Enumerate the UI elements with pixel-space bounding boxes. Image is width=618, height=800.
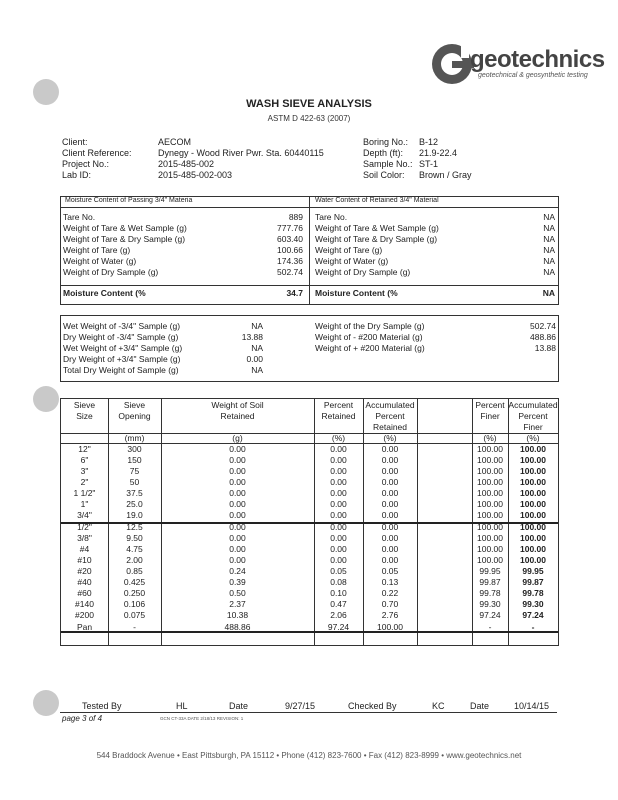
tested-by-value: HL: [176, 701, 188, 711]
soil-color-value: Brown / Gray: [419, 170, 472, 180]
depth-value: 21.9-22.4: [419, 148, 458, 158]
accumulated-retained-cell: 0.70: [381, 599, 399, 609]
table-row: [61, 599, 558, 610]
header-accumulated-retained: Accumulated Percent Retained: [365, 400, 415, 432]
weight-retained-cell: 488.86: [224, 622, 251, 632]
table-row: [61, 444, 558, 455]
weight-retained-cell: 0.24: [229, 566, 246, 576]
weight-retained-cell: 0.00: [229, 555, 246, 565]
company-footer: 544 Braddock Avenue • East Pittsburgh, PA 15112 • Phone (412) 823-7600 • Fax (412) 823-8999 • www.geotechnics.net: [96, 751, 522, 760]
table-row: [61, 588, 558, 599]
accumulated-retained-cell: 0.00: [381, 455, 399, 465]
table-row: [61, 455, 558, 466]
project-no-label: Project No.:: [62, 159, 110, 169]
wr-result-value: NA: [542, 288, 555, 298]
weight-value: 488.86: [530, 332, 556, 342]
weight-value: NA: [251, 365, 263, 375]
wr-result-label: Moisture Content (%: [315, 288, 398, 298]
sieve-opening-cell: 0.250: [123, 588, 146, 598]
sieve-size-cell: 6": [80, 455, 89, 465]
moisture-content-box: [60, 196, 559, 305]
info-right-values: [419, 137, 472, 181]
accumulated-retained-cell: 0.00: [381, 522, 399, 532]
sieve-opening-cell: 12.5: [126, 522, 143, 532]
weight-retained-cell: 0.00: [229, 522, 246, 532]
weight-value: 13.88: [534, 343, 556, 353]
header-sieve-size: Sieve Size: [73, 400, 96, 421]
weight-retained-cell: 0.00: [229, 510, 246, 520]
percent-finer-cell: 100.00: [477, 444, 503, 454]
sieve-opening-cell: 9.50: [126, 533, 143, 543]
percent-retained-cell: 0.00: [330, 455, 347, 465]
accumulated-finer-cell: 100.00: [520, 544, 546, 554]
percent-retained-cell: 0.00: [330, 488, 347, 498]
weight-value: 13.88: [241, 332, 263, 342]
weight-label: Weight of + #200 Material (g): [315, 343, 425, 353]
sieve-size-cell: Pan: [76, 622, 93, 632]
boring-no-value: B-12: [419, 137, 439, 147]
unit-sieve-opening: (mm): [124, 433, 145, 443]
weight-label: Dry Weight of -3/4" Sample (g): [63, 332, 179, 342]
weight-retained-cell: 0.00: [229, 544, 246, 554]
wr-label: Weight of Tare (g): [315, 245, 383, 255]
accumulated-finer-cell: 100.00: [520, 510, 546, 520]
mp-value: 889: [288, 212, 303, 222]
weight-retained-cell: 0.00: [229, 444, 246, 454]
weight-value: NA: [251, 343, 263, 353]
weight-label: Wet Weight of +3/4" Sample (g): [63, 343, 183, 353]
accumulated-retained-cell: 0.00: [381, 466, 399, 476]
weight-retained-cell: 10.38: [226, 610, 249, 620]
weight-retained-cell: 2.37: [229, 599, 246, 609]
sieve-size-cell: 3": [80, 466, 89, 476]
sieve-opening-cell: 2.00: [126, 555, 143, 565]
percent-retained-cell: 0.00: [330, 466, 347, 476]
wr-label: Weight of Tare & Wet Sample (g): [315, 223, 439, 233]
mp-label: Tare No.: [63, 212, 96, 222]
sieve-opening-cell: 300: [127, 444, 142, 454]
table-row: [61, 533, 558, 544]
mp-label: Weight of Water (g): [63, 256, 137, 266]
sieve-opening-cell: 37.5: [126, 488, 143, 498]
accumulated-finer-cell: 100.00: [520, 455, 546, 465]
accumulated-retained-cell: 0.00: [381, 499, 399, 509]
sieve-opening-cell: 19.0: [126, 510, 143, 520]
percent-finer-cell: 97.24: [479, 610, 501, 620]
sieve-size-cell: 1/2": [77, 522, 92, 532]
accumulated-retained-cell: 0.13: [381, 577, 399, 587]
accumulated-finer-cell: 99.30: [522, 599, 544, 609]
accumulated-retained-cell: 2.76: [381, 610, 399, 620]
date-label-2: Date: [470, 701, 490, 711]
percent-finer-cell: 100.00: [477, 510, 503, 520]
sieve-opening-cell: 4.75: [126, 544, 143, 554]
percent-finer-cell: 100.00: [477, 455, 503, 465]
mp-value: 502.74: [277, 267, 303, 277]
tested-by-label: Tested By: [82, 701, 122, 711]
client-value: AECOM: [158, 137, 192, 147]
weight-label: Dry Weight of +3/4" Sample (g): [63, 354, 181, 364]
info-left-values: [158, 137, 324, 181]
sieve-opening-cell: 150: [127, 455, 142, 465]
wr-value: NA: [543, 234, 555, 244]
header-weight-retained: Weight of Soil Retained: [211, 400, 264, 421]
sieve-opening-cell: 0.425: [123, 577, 146, 587]
sieve-size-cell: #200: [75, 610, 94, 620]
accumulated-finer-cell: 100.00: [520, 533, 546, 543]
table-row: [61, 488, 558, 499]
sieve-size-cell: 1": [80, 499, 89, 509]
accumulated-retained-cell: 0.00: [381, 510, 399, 520]
percent-finer-cell: 100.00: [477, 499, 503, 509]
weight-label: Total Dry Weight of Sample (g): [63, 365, 179, 375]
info-right-labels: [363, 137, 413, 181]
percent-finer-cell: 100.00: [477, 488, 503, 498]
wr-label: Weight of Dry Sample (g): [315, 267, 411, 277]
sieve-opening-cell: 25.0: [126, 499, 143, 509]
header-accumulated-finer: Accumulated Percent Finer: [508, 400, 558, 432]
page-number: page 3 of 4: [62, 714, 103, 723]
logo-brand: geotechnics: [470, 46, 605, 73]
percent-retained-cell: 0.08: [330, 577, 347, 587]
wr-value: NA: [543, 212, 555, 222]
accumulated-finer-cell: 99.78: [522, 588, 544, 598]
sieve-size-cell: #4: [79, 544, 90, 554]
mp-label: Weight of Tare (g): [63, 245, 131, 255]
percent-retained-cell: 0.00: [330, 444, 347, 454]
info-left-labels: [62, 137, 132, 181]
table-row: [61, 610, 558, 621]
table-row: [61, 622, 558, 633]
water-retained-header: Water Content of Retained 3/4" Material: [315, 197, 439, 204]
sample-no-label: Sample No.:: [363, 159, 413, 169]
sieve-opening-cell: 0.106: [123, 599, 146, 609]
page-title: WASH SIEVE ANALYSIS: [246, 98, 372, 110]
unit-accumulated-finer: (%): [526, 433, 540, 443]
table-row: [61, 477, 558, 488]
unit-percent-finer: (%): [483, 433, 497, 443]
percent-retained-cell: 0.00: [330, 477, 347, 487]
percent-finer-cell: 100.00: [477, 466, 503, 476]
percent-retained-cell: 0.00: [330, 522, 347, 532]
logo-tagline: geotechnical & geosynthetic testing: [478, 72, 588, 79]
percent-retained-cell: 0.00: [330, 533, 347, 543]
weight-label: Wet Weight of -3/4" Sample (g): [63, 321, 181, 331]
document-code: GCN CT-33A DATE 2/18/13 REVISION: 1: [160, 716, 244, 721]
tested-date-value: 9/27/15: [285, 701, 316, 711]
percent-finer-cell: 100.00: [477, 522, 503, 532]
mp-result-value: 34.7: [286, 288, 303, 298]
sieve-size-cell: #60: [77, 588, 92, 598]
weights-box: [60, 315, 559, 382]
sieve-size-cell: 2": [80, 477, 89, 487]
table-row: [61, 522, 558, 533]
table-row: [61, 466, 558, 477]
accumulated-finer-cell: 100.00: [520, 522, 546, 532]
mp-result-label: Moisture Content (%: [63, 288, 146, 298]
percent-retained-cell: 0.00: [330, 555, 347, 565]
accumulated-retained-cell: 0.00: [381, 488, 399, 498]
project-no-value: 2015-485-002: [158, 159, 215, 169]
sieve-opening-cell: 50: [129, 477, 140, 487]
percent-finer-cell: 99.30: [479, 599, 501, 609]
page-subtitle: ASTM D 422-63 (2007): [267, 114, 351, 123]
accumulated-retained-cell: 0.05: [381, 566, 399, 576]
mp-label: Weight of Tare & Wet Sample (g): [63, 223, 187, 233]
table-row: [61, 577, 558, 588]
sieve-size-cell: #40: [77, 577, 92, 587]
percent-finer-cell: 100.00: [477, 544, 503, 554]
table-row: [61, 566, 558, 577]
mp-label: Weight of Dry Sample (g): [63, 267, 159, 277]
sieve-opening-cell: 0.85: [126, 566, 143, 576]
accumulated-retained-cell: 0.00: [381, 555, 399, 565]
sieve-size-cell: 12": [78, 444, 91, 454]
weight-retained-cell: 0.00: [229, 455, 246, 465]
percent-retained-cell: 0.00: [330, 544, 347, 554]
weight-value: 0.00: [246, 354, 263, 364]
percent-retained-cell: 97.24: [327, 622, 350, 632]
checked-date-value: 10/14/15: [514, 701, 550, 711]
weight-retained-cell: 0.00: [229, 533, 246, 543]
mp-value: 100.66: [277, 245, 303, 255]
accumulated-finer-cell: 100.00: [520, 444, 546, 454]
punch-hole-bottom: [33, 690, 59, 716]
moisture-passing-header: Moisture Content of Passing 3/4" Materia: [65, 197, 193, 204]
sieve-size-cell: #20: [77, 566, 92, 576]
client-reference-label: Client Reference:: [62, 148, 132, 158]
mp-value: 777.76: [277, 223, 303, 233]
weight-value: NA: [251, 321, 263, 331]
sieve-size-cell: 1 1/2": [73, 488, 96, 498]
checked-by-value: KC: [432, 701, 445, 711]
mp-label: Weight of Tare & Dry Sample (g): [63, 234, 186, 244]
wr-label: Weight of Water (g): [315, 256, 389, 266]
sieve-opening-cell: 0.075: [123, 610, 146, 620]
table-row: [61, 544, 558, 555]
wr-value: NA: [543, 267, 555, 277]
accumulated-finer-cell: 100.00: [520, 555, 546, 565]
wr-label: Tare No.: [315, 212, 348, 222]
accumulated-retained-cell: 0.00: [381, 444, 399, 454]
mp-value: 603.40: [277, 234, 303, 244]
accumulated-finer-cell: 99.95: [522, 566, 544, 576]
wr-value: NA: [543, 223, 555, 233]
accumulated-retained-cell: 0.00: [381, 544, 399, 554]
sieve-table-body: [61, 433, 558, 645]
percent-finer-cell: -: [488, 622, 492, 632]
client-reference-value: Dynegy - Wood River Pwr. Sta. 60440115: [158, 148, 324, 158]
weight-retained-cell: 0.00: [229, 499, 246, 509]
accumulated-finer-cell: 100.00: [520, 488, 546, 498]
sieve-size-cell: 3/8": [77, 533, 92, 543]
lab-id-value: 2015-485-002-003: [158, 170, 233, 180]
percent-retained-cell: 0.10: [330, 588, 347, 598]
mp-value: 174.36: [277, 256, 303, 266]
accumulated-finer-cell: 99.87: [522, 577, 544, 587]
weight-retained-cell: 0.50: [229, 588, 246, 598]
signoff-rule: [60, 712, 557, 713]
header-percent-retained: Percent Retained: [321, 400, 356, 421]
percent-finer-cell: 100.00: [477, 533, 503, 543]
client-label: Client:: [62, 137, 88, 147]
table-row: [61, 499, 558, 510]
sieve-opening-cell: 75: [129, 466, 140, 476]
weight-retained-cell: 0.39: [229, 577, 246, 587]
header-percent-finer: Percent Finer: [475, 400, 505, 421]
accumulated-finer-cell: 97.24: [522, 610, 544, 620]
accumulated-finer-cell: 100.00: [520, 499, 546, 509]
percent-retained-cell: 0.00: [330, 499, 347, 509]
accumulated-finer-cell: -: [531, 622, 535, 632]
percent-finer-cell: 100.00: [477, 477, 503, 487]
weight-label: Weight of the Dry Sample (g): [315, 321, 425, 331]
percent-retained-cell: 0.05: [330, 566, 347, 576]
accumulated-retained-cell: 100.00: [377, 622, 403, 632]
percent-finer-cell: 99.87: [479, 577, 501, 587]
percent-retained-cell: 0.00: [330, 510, 347, 520]
wr-value: NA: [543, 256, 555, 266]
table-row: [61, 555, 558, 566]
percent-finer-cell: 99.78: [479, 588, 501, 598]
accumulated-retained-cell: 0.00: [381, 533, 399, 543]
wr-label: Weight of Tare & Dry Sample (g): [315, 234, 438, 244]
unit-accumulated-retained: (%): [383, 433, 397, 443]
sieve-opening-cell: -: [133, 622, 136, 632]
percent-retained-cell: 0.47: [330, 599, 347, 609]
soil-color-label: Soil Color:: [363, 170, 405, 180]
date-label: Date: [229, 701, 249, 711]
punch-hole-middle: [33, 386, 59, 412]
sieve-size-cell: 3/4": [77, 510, 92, 520]
checked-by-label: Checked By: [348, 701, 397, 711]
lab-id-label: Lab ID:: [62, 170, 92, 180]
sieve-size-cell: #140: [75, 599, 94, 609]
unit-weight-retained: (g): [232, 433, 243, 443]
header-sieve-opening: Sieve Opening: [118, 400, 151, 421]
percent-finer-cell: 100.00: [477, 555, 503, 565]
accumulated-finer-cell: 100.00: [520, 466, 546, 476]
percent-retained-cell: 2.06: [330, 610, 347, 620]
table-row: [61, 510, 558, 521]
weight-retained-cell: 0.00: [229, 488, 246, 498]
accumulated-retained-cell: 0.00: [381, 477, 399, 487]
accumulated-finer-cell: 100.00: [520, 477, 546, 487]
accumulated-retained-cell: 0.22: [381, 588, 399, 598]
weight-retained-cell: 0.00: [229, 466, 246, 476]
weight-value: 502.74: [530, 321, 556, 331]
sieve-table: [60, 398, 559, 646]
depth-label: Depth (ft):: [363, 148, 404, 158]
weight-label: Weight of - #200 Material (g): [315, 332, 423, 342]
sample-no-value: ST-1: [419, 159, 439, 169]
boring-no-label: Boring No.:: [363, 137, 409, 147]
wr-value: NA: [543, 245, 555, 255]
weight-retained-cell: 0.00: [229, 477, 246, 487]
sieve-size-cell: #10: [77, 555, 92, 565]
percent-finer-cell: 99.95: [479, 566, 501, 576]
unit-percent-retained: (%): [331, 433, 346, 443]
